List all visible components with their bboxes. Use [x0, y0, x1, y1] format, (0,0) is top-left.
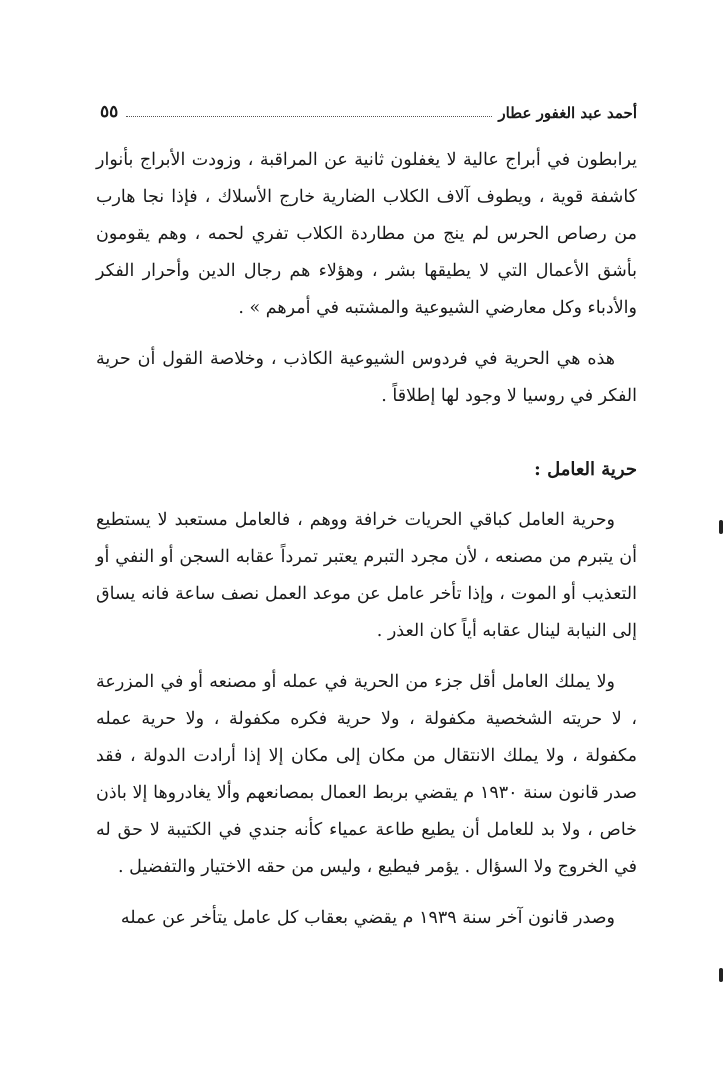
running-header	[100, 98, 637, 122]
header-dotted-leader	[126, 116, 492, 117]
paragraph-worker-freedom: وحرية العامل كباقي الحريات خرافة ووهم ، فالعامل مستعبد لا يستطيع أن يتبرم من مصنعه ، لأن مجرد التبرم يعتبر تمرداً عقابه السجن أو النفي أو التعذيب أو الموت ، وإذا تأخر عامل عن موعد العمل نصف ساعة فانه يساق إلى النيابة لينال عقابه أياً كان العذر .	[96, 510, 637, 641]
scan-edge-mark	[719, 968, 723, 982]
paragraph-law-1939: وصدر قانون آخر سنة ١٩٣٩ م يقضي بعقاب كل عامل يتأخر عن عمله	[120, 908, 615, 928]
paragraph-conclusion: هذه هي الحرية في فردوس الشيوعية الكاذب ، وخلاصة القول أن حرية الفكر في روسيا لا وجود لها إطلاقاً .	[96, 349, 637, 406]
paragraph-gap	[96, 488, 637, 502]
body-text	[96, 142, 637, 937]
paragraph-continuation: يرابطون في أبراج عالية لا يغفلون ثانية عن المراقبة ، وزودت الأبراج بأنوار كاشفة قوية ، ويطوف آلاف الكلاب الضارية خارج الأسلاك ، فإذا نجا هارب من رصاص الحرس لم ينج من مطاردة الكلاب تفري لحمه ، وهم يقومون بأشق الأعمال التي لا يطيقها بشر ، وهؤلاء هم رجال الدين وأحرار الفكر والأدباء وكل معارضي الشيوعية والمشتبه في أمرهم » .	[96, 150, 637, 318]
paragraph-gap	[96, 650, 637, 664]
section-heading: حرية العامل :	[534, 459, 637, 480]
paragraph-worker-restrictions: ولا يملك العامل أقل جزء من الحرية في عمله أو مصنعه أو في المزرعة ، لا حريته الشخصية مكفولة ، ولا حرية فكره مكفولة ، ولا حرية عمله مكفولة ، ولا يملك الانتقال من مكان إلى مكان إلا إذا أرادت الدولة ، فقد صدر قانون سنة ١٩٣٠ م يقضي بربط العمال بمصانعهم وألا يغادروها إلا باذن خاص ، ولا بد للعامل أن يطيع طاعة عمياء كأنه جندي في الكتيبة لا حق له في الخروج ولا السؤال . يؤمر فيطيع ، وليس من حقه الاختيار والتفضيل .	[96, 672, 637, 877]
paragraph-gap	[96, 886, 637, 900]
paragraph-gap	[96, 327, 637, 341]
page-number: ٥٥	[100, 102, 119, 122]
section-gap	[96, 415, 637, 451]
header-author: أحمد عبد الغفور عطار	[498, 104, 637, 122]
scan-edge-mark	[719, 520, 723, 534]
